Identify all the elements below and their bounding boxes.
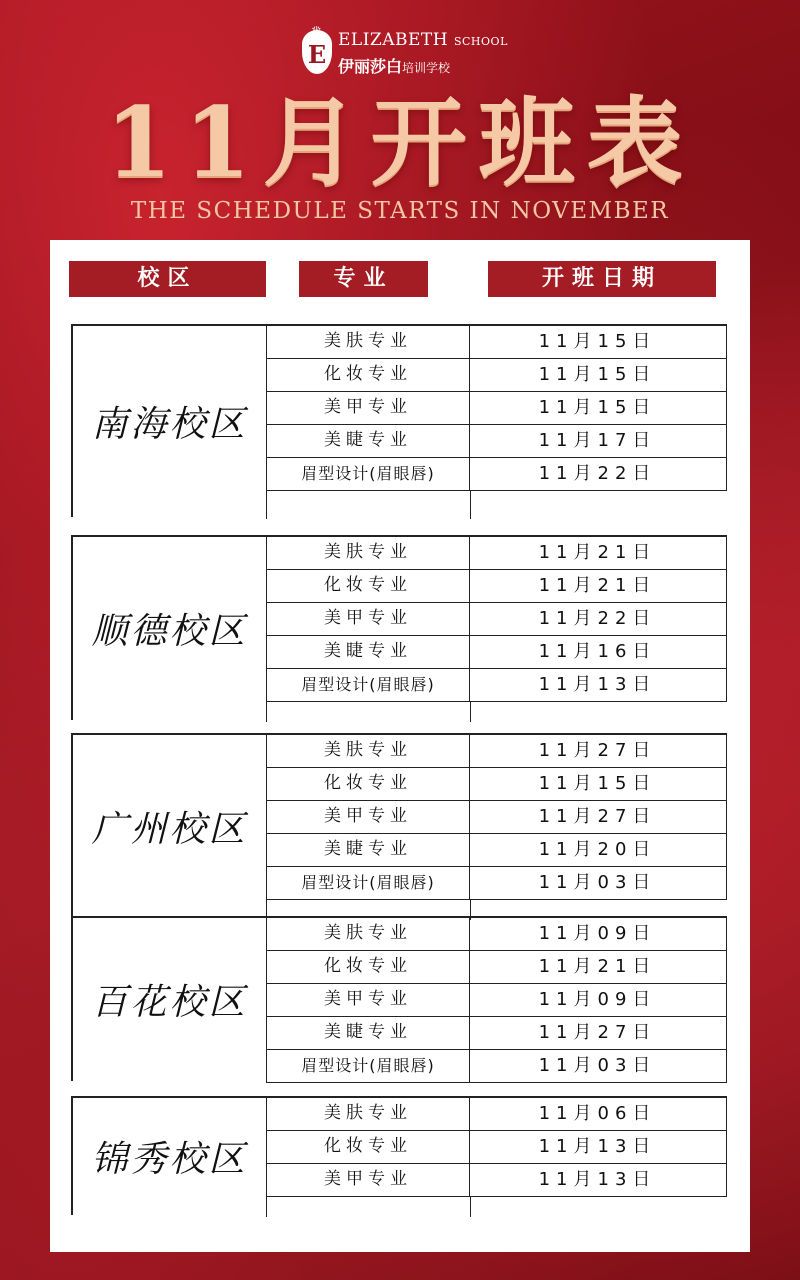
date-cell: 11月03日 bbox=[538, 1055, 657, 1076]
table-row bbox=[266, 1017, 727, 1050]
major-cell: 美甲专业 bbox=[267, 1164, 470, 1196]
major-cell: 美肤专业 bbox=[267, 1098, 470, 1130]
date-cell: 11月06日 bbox=[538, 1103, 657, 1124]
campus-name: 广州校区 bbox=[71, 735, 266, 918]
date-cell: 11月27日 bbox=[538, 740, 657, 761]
date-cell: 11月15日 bbox=[538, 773, 657, 794]
table-row bbox=[266, 537, 727, 570]
date-cell: 11月22日 bbox=[538, 463, 657, 484]
table-row bbox=[266, 834, 727, 867]
table-row bbox=[266, 359, 727, 392]
campus-block bbox=[71, 733, 727, 918]
crown-icon: ♛ bbox=[311, 24, 322, 38]
campus-name: 百花校区 bbox=[71, 918, 266, 1081]
date-cell: 11月27日 bbox=[538, 1022, 657, 1043]
campus-rows bbox=[266, 918, 727, 1083]
campus-block bbox=[71, 1096, 727, 1215]
date-cell: 11月15日 bbox=[538, 364, 657, 385]
date-cell: 11月17日 bbox=[538, 430, 657, 451]
major-cell: 美睫专业 bbox=[267, 636, 470, 668]
table-row bbox=[266, 570, 727, 603]
major-cell: 美睫专业 bbox=[267, 1017, 470, 1049]
logo-english-name bbox=[338, 30, 508, 50]
major-cell: 美甲专业 bbox=[267, 603, 470, 635]
logo-badge-letter: E bbox=[307, 40, 327, 69]
date-cell: 11月13日 bbox=[538, 674, 657, 695]
table-spacer bbox=[266, 1197, 727, 1217]
major-cell: 美肤专业 bbox=[267, 326, 470, 358]
date-cell: 11月21日 bbox=[538, 956, 657, 977]
table-row bbox=[266, 392, 727, 425]
table-row bbox=[266, 458, 727, 491]
page-title: 11月开班表 bbox=[105, 86, 695, 199]
campus-rows bbox=[266, 537, 727, 722]
major-cell: 美甲专业 bbox=[267, 392, 470, 424]
logo-cn-suffix: 培训学校 bbox=[402, 61, 451, 75]
major-cell: 眉型设计(眉眼唇) bbox=[267, 1050, 470, 1082]
logo-en-name: ELIZABETH bbox=[338, 30, 449, 50]
table-row bbox=[266, 1164, 727, 1197]
date-cell: 11月22日 bbox=[538, 608, 657, 629]
date-cell: 11月15日 bbox=[538, 397, 657, 418]
major-cell: 化妆专业 bbox=[267, 570, 470, 602]
major-cell: 眉型设计(眉眼唇) bbox=[267, 867, 470, 899]
school-logo bbox=[302, 24, 512, 80]
table-spacer bbox=[266, 491, 727, 519]
date-cell: 11月03日 bbox=[538, 872, 657, 893]
table-row bbox=[266, 768, 727, 801]
major-cell: 美肤专业 bbox=[267, 918, 470, 950]
date-cell: 11月13日 bbox=[538, 1169, 657, 1190]
major-cell: 美肤专业 bbox=[267, 537, 470, 569]
logo-cn-name: 伊丽莎白 bbox=[338, 57, 403, 76]
table-row bbox=[266, 603, 727, 636]
major-cell: 化妆专业 bbox=[267, 1131, 470, 1163]
campus-rows bbox=[266, 326, 727, 519]
campus-block bbox=[71, 535, 727, 720]
campus-name: 南海校区 bbox=[71, 326, 266, 517]
table-row bbox=[266, 1098, 727, 1131]
date-cell: 11月09日 bbox=[538, 989, 657, 1010]
table-row bbox=[266, 918, 727, 951]
campus-block bbox=[71, 916, 727, 1081]
date-cell: 11月09日 bbox=[538, 923, 657, 944]
header-campus: 校区 bbox=[69, 261, 266, 297]
major-cell: 化妆专业 bbox=[267, 359, 470, 391]
date-cell: 11月13日 bbox=[538, 1136, 657, 1157]
date-cell: 11月21日 bbox=[538, 542, 657, 563]
table-row bbox=[266, 867, 727, 900]
page-subtitle: THE SCHEDULE STARTS IN NOVEMBER bbox=[130, 198, 670, 224]
header-start-date: 开班日期 bbox=[488, 261, 716, 297]
table-row bbox=[266, 1131, 727, 1164]
logo-chinese-name bbox=[338, 54, 450, 77]
major-cell: 眉型设计(眉眼唇) bbox=[267, 669, 470, 701]
campus-name: 锦秀校区 bbox=[71, 1098, 266, 1215]
major-cell: 美肤专业 bbox=[267, 735, 470, 767]
column-divider bbox=[470, 491, 471, 519]
column-divider bbox=[470, 1197, 471, 1217]
campus-rows bbox=[266, 735, 727, 920]
column-divider bbox=[470, 702, 471, 722]
header-major: 专业 bbox=[299, 261, 428, 297]
table-row bbox=[266, 326, 727, 359]
date-cell: 11月16日 bbox=[538, 641, 657, 662]
major-cell: 美甲专业 bbox=[267, 801, 470, 833]
table-row bbox=[266, 636, 727, 669]
table-row bbox=[266, 735, 727, 768]
logo-en-suffix: SCHOOL bbox=[453, 35, 508, 48]
major-cell: 眉型设计(眉眼唇) bbox=[267, 458, 470, 490]
date-cell: 11月20日 bbox=[538, 839, 657, 860]
major-cell: 美睫专业 bbox=[267, 834, 470, 866]
date-cell: 11月15日 bbox=[538, 331, 657, 352]
major-cell: 化妆专业 bbox=[267, 768, 470, 800]
table-row bbox=[266, 669, 727, 702]
schedule-card bbox=[50, 240, 750, 1252]
table-row bbox=[266, 1050, 727, 1083]
date-cell: 11月27日 bbox=[538, 806, 657, 827]
campus-block bbox=[71, 324, 727, 517]
campus-rows bbox=[266, 1098, 727, 1217]
table-row bbox=[266, 951, 727, 984]
major-cell: 化妆专业 bbox=[267, 951, 470, 983]
table-row bbox=[266, 425, 727, 458]
table-spacer bbox=[266, 702, 727, 722]
table-row bbox=[266, 984, 727, 1017]
date-cell: 11月21日 bbox=[538, 575, 657, 596]
major-cell: 美甲专业 bbox=[267, 984, 470, 1016]
table-row bbox=[266, 801, 727, 834]
campus-name: 顺德校区 bbox=[71, 537, 266, 720]
major-cell: 美睫专业 bbox=[267, 425, 470, 457]
